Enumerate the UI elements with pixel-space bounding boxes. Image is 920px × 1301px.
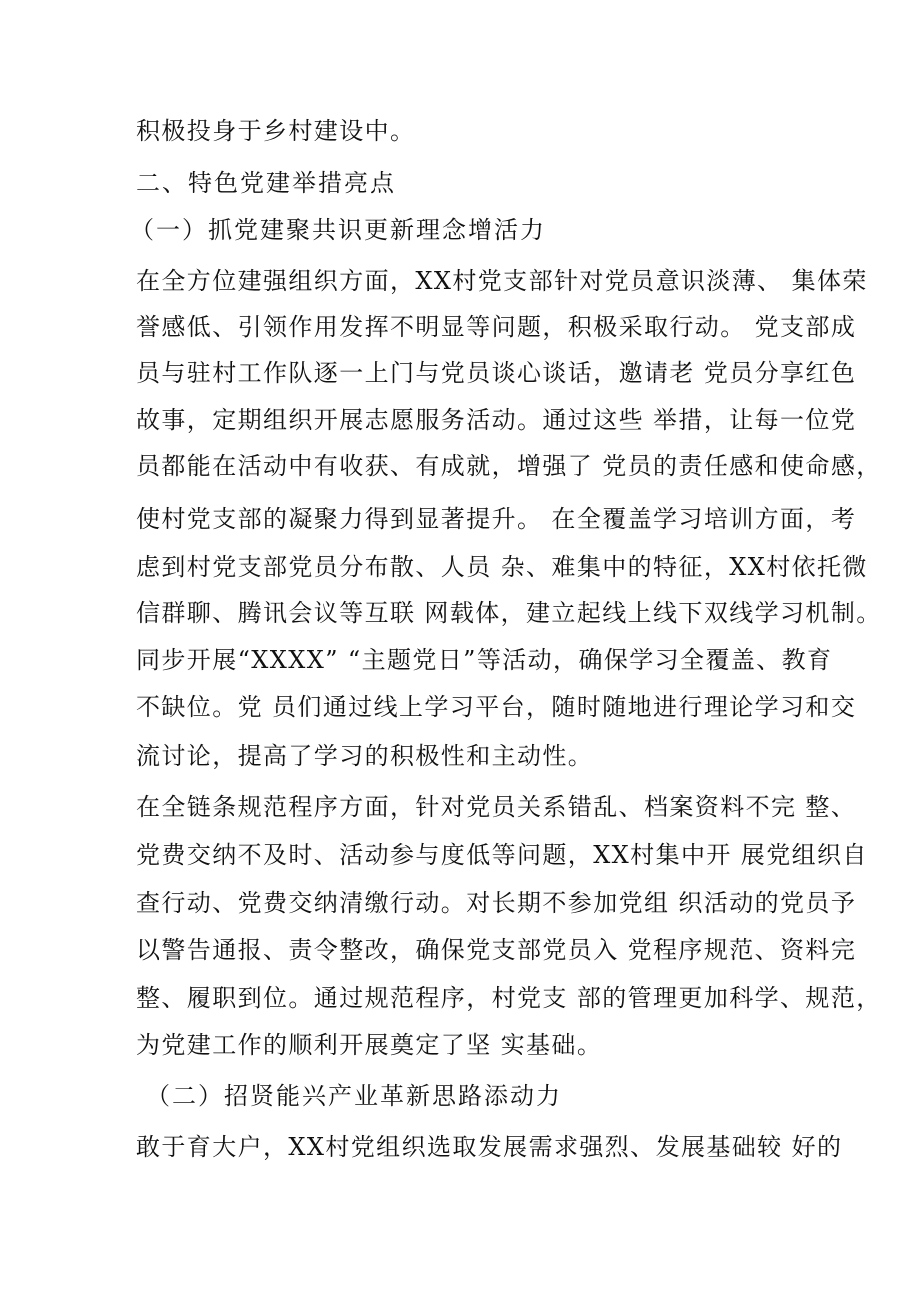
subsection-heading: （一）抓党建聚共识更新理念增活力	[130, 216, 546, 244]
paragraph-line: 整、履职到位。通过规范程序，村党支 部的管理更加科学、规范，	[136, 984, 882, 1012]
paragraph-line: 虑到村党支部党员分布散、人员 杂、难集中的特征，XX村依托微	[136, 553, 868, 581]
paragraph-line: 以警告通报、责令整改，确保党支部党员入 党程序规范、资料完	[136, 936, 857, 964]
paragraph-line: 党费交纳不及时、活动参与度低等问题，XX村集中开 展党组织自	[136, 841, 868, 869]
paragraph-line: 流讨论，提高了学习的积极性和主动性。	[136, 742, 594, 770]
paragraph-line: 在全方位建强组织方面，XX村党支部针对党员意识淡薄、 集体荣	[136, 267, 868, 295]
paragraph-line: 为党建工作的顺利开展奠定了坚 实基础。	[136, 1031, 603, 1059]
paragraph-line: 信群聊、腾讯会议等互联 网载体，建立起线上线下双线学习机制。	[136, 599, 882, 627]
paragraph-line: 员都能在活动中有收获、有成就，增强了 党员的责任感和使命感，	[136, 452, 882, 480]
paragraph-line: 同步开展“XXXX” “主题党日”等活动，确保学习全覆盖、教育	[136, 646, 833, 674]
paragraph-line: 使村党支部的凝聚力得到显著提升。 在全覆盖学习培训方面，考	[136, 505, 857, 533]
paragraph-line: 誉感低、引领作用发挥不明显等问题，积极采取行动。 党支部成	[136, 313, 857, 341]
paragraph-line: 故事，定期组织开展志愿服务活动。通过这些 举措，让每一位党	[136, 406, 857, 434]
section-heading: 二、特色党建举措亮点	[136, 169, 396, 197]
paragraph-line: 在全链条规范程序方面，针对党员关系错乱、档案资料不完 整、	[136, 793, 857, 821]
paragraph-line: 不缺位。党 员们通过线上学习平台，随时随地进行理论学习和交	[136, 693, 857, 721]
paragraph-line: 积极投身于乡村建设中。	[136, 117, 416, 145]
paragraph-line: 查行动、党费交纳清缴行动。对长期不参加党组 织活动的党员予	[136, 889, 857, 917]
paragraph-line: 敢于育大户，XX村党组织选取发展需求强烈、发展基础较 好的	[136, 1133, 843, 1161]
subsection-heading: （二）招贤能兴产业革新思路添动力	[146, 1082, 562, 1110]
paragraph-line: 员与驻村工作队逐一上门与党员谈心谈话，邀请老 党员分享红色	[136, 359, 857, 387]
